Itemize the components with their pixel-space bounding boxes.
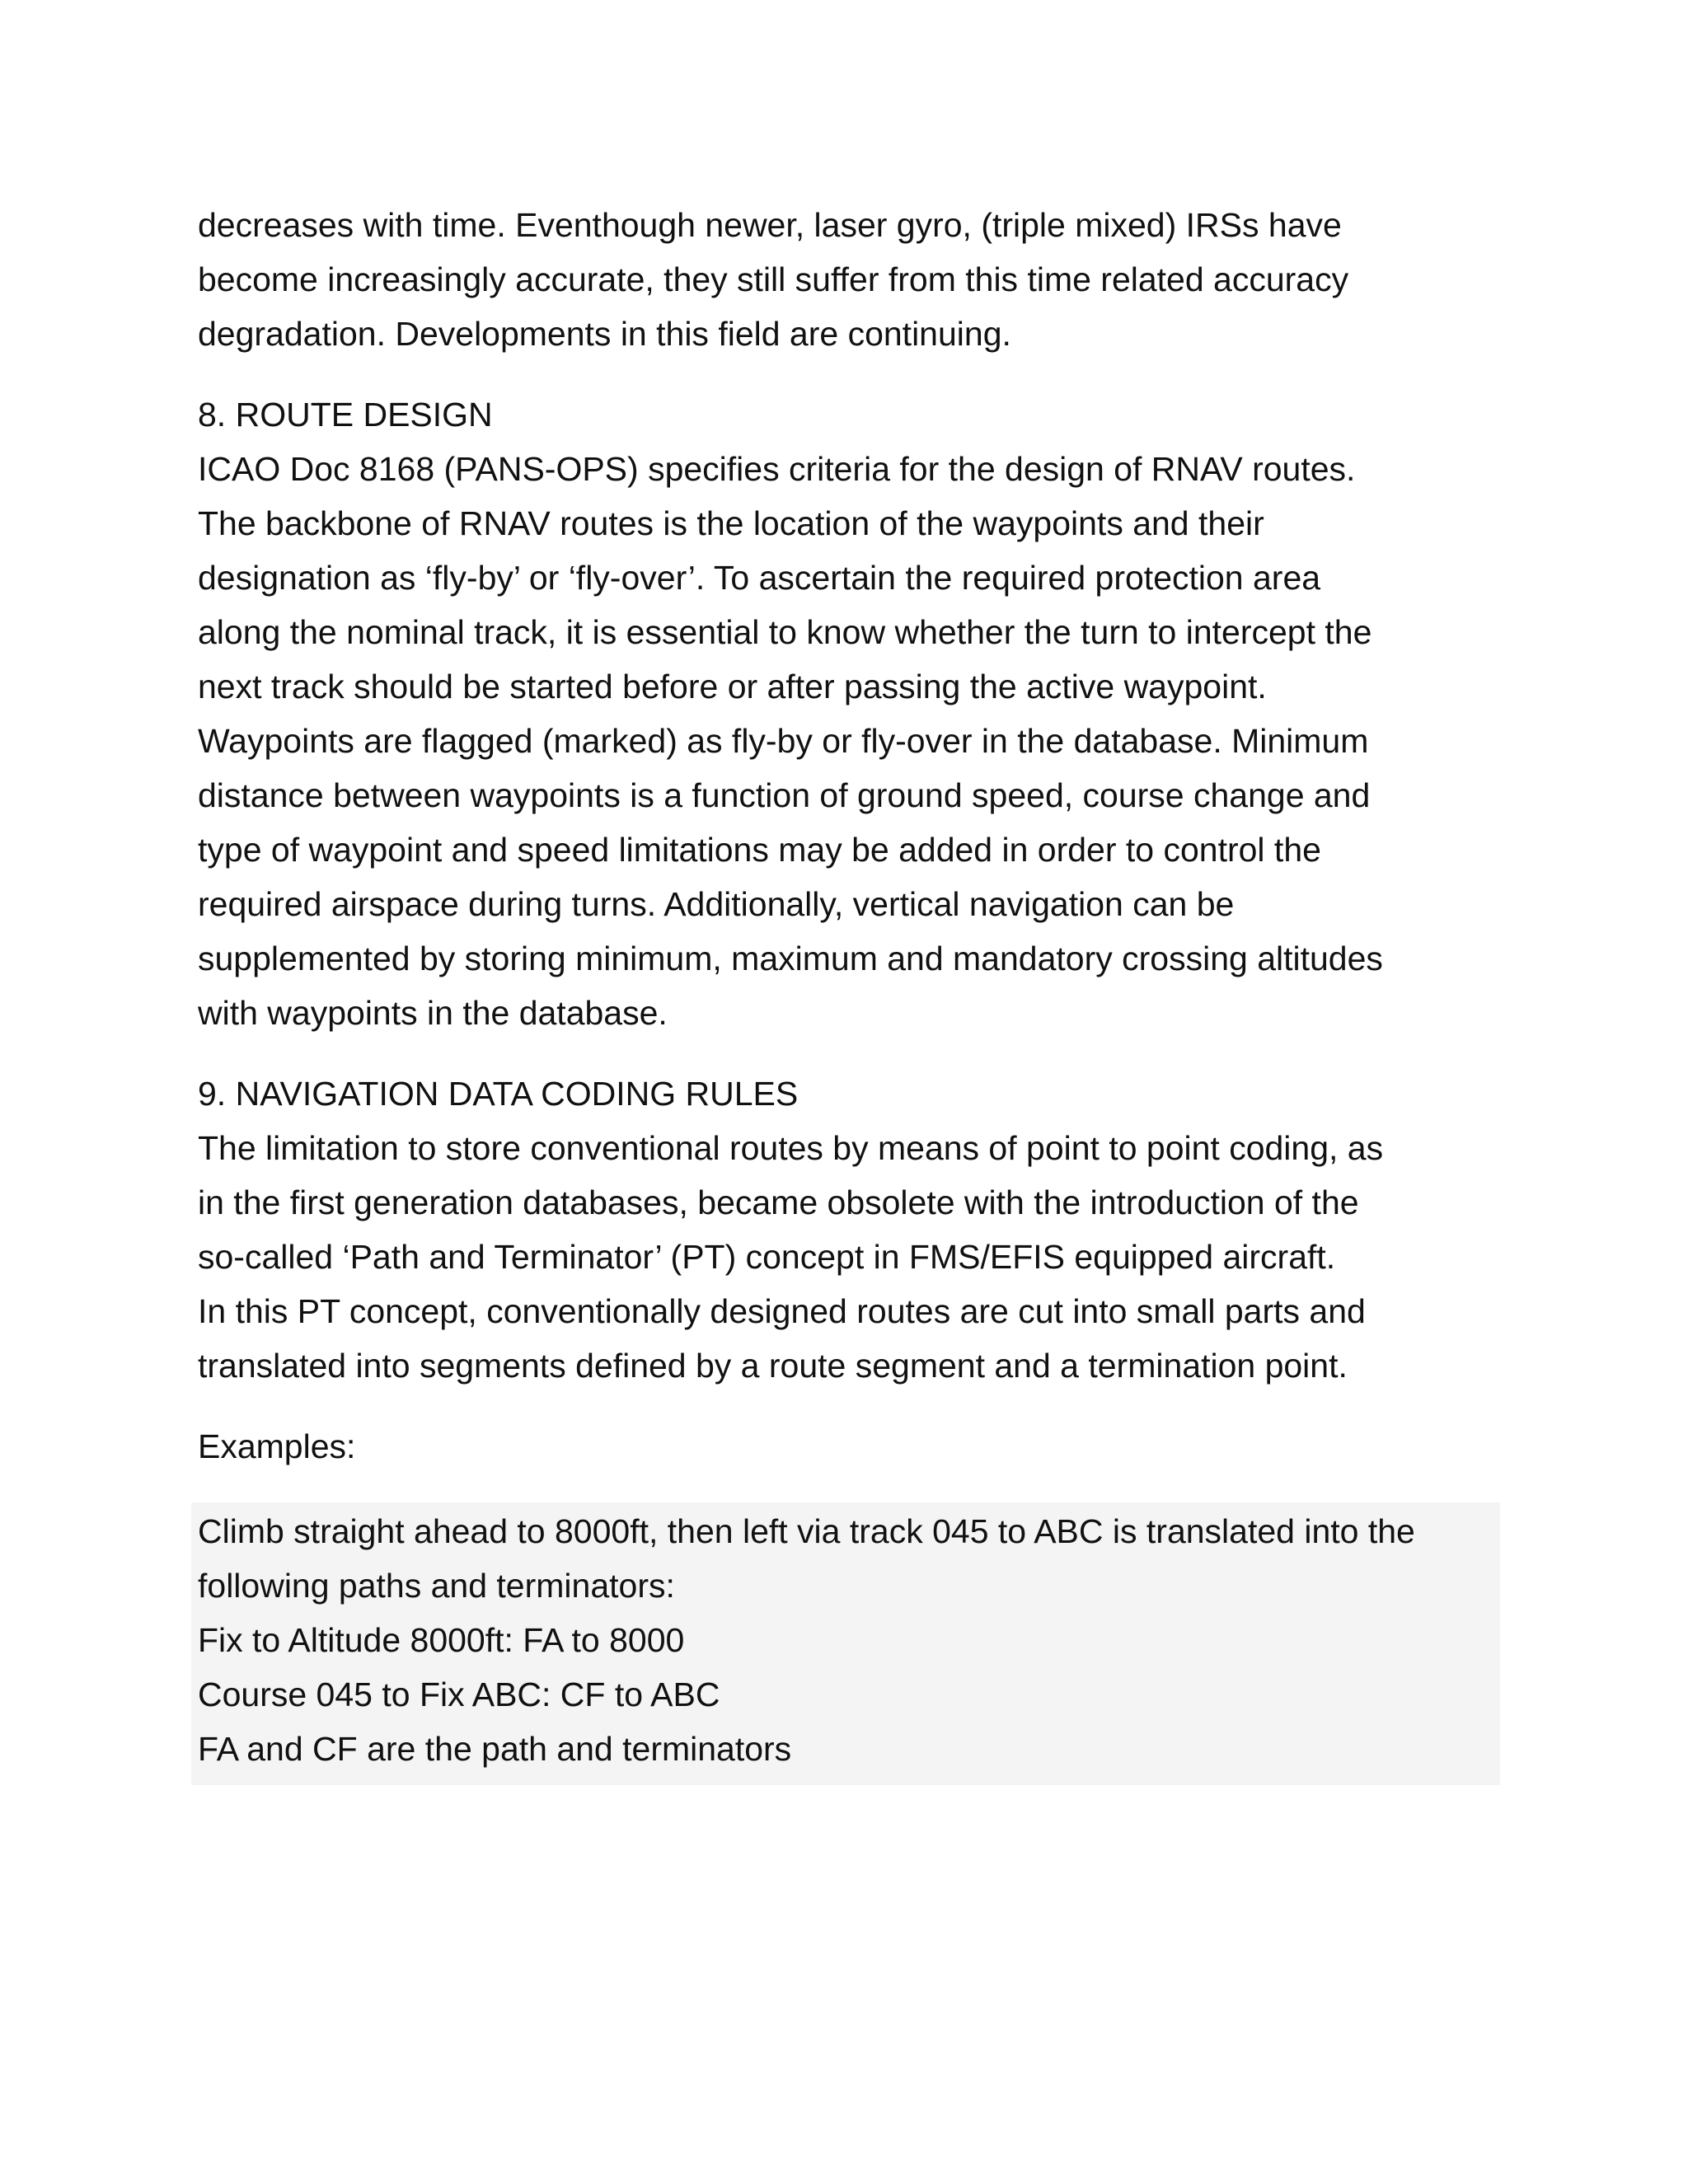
examples-label-text: Examples: xyxy=(198,1427,356,1465)
intro-line: degradation. Developments in this field are continuing. xyxy=(198,315,1011,353)
document-body xyxy=(198,198,1484,1474)
section-8-line: with waypoints in the database. xyxy=(198,994,668,1032)
section-8-paragraph xyxy=(198,387,1484,1040)
section-9-line: The limitation to store conventional routes by means of point to point coding, as xyxy=(198,1129,1384,1167)
section-8-heading: 8. ROUTE DESIGN xyxy=(198,396,493,434)
section-8-line: Waypoints are flagged (marked) as fly-by or fly-over in the database. Minimum xyxy=(198,722,1369,760)
example-line: Course 045 to Fix ABC: CF to ABC xyxy=(198,1675,720,1713)
section-8-line: type of waypoint and speed limitations may be added in order to control the xyxy=(198,831,1321,869)
example-line: Fix to Altitude 8000ft: FA to 8000 xyxy=(198,1621,685,1659)
example-line: following paths and terminators: xyxy=(198,1567,675,1605)
example-paragraph xyxy=(198,1504,1500,1776)
intro-paragraph xyxy=(198,198,1484,361)
section-8-line: designation as ‘fly-by’ or ‘fly-over’. To ascertain the required protection area xyxy=(198,559,1321,597)
section-8-line: required airspace during turns. Additionally, vertical navigation can be xyxy=(198,885,1235,923)
intro-line: become increasingly accurate, they still suffer from this time related accuracy xyxy=(198,260,1349,298)
example-line: Climb straight ahead to 8000ft, then left via track 045 to ABC is translated into the xyxy=(198,1512,1415,1550)
section-9-paragraph xyxy=(198,1066,1484,1393)
section-9-line: in the first generation databases, became obsolete with the introduction of the xyxy=(198,1183,1359,1221)
example-text xyxy=(198,1504,1500,1776)
example-line: FA and CF are the path and terminators xyxy=(198,1730,792,1768)
section-8-line: next track should be started before or after passing the active waypoint. xyxy=(198,668,1267,705)
paragraph-gap xyxy=(198,1393,1484,1419)
section-8-line: supplemented by storing minimum, maximum and mandatory crossing altitudes xyxy=(198,940,1383,977)
section-8-line: The backbone of RNAV routes is the location of the waypoints and their xyxy=(198,504,1264,542)
examples-label xyxy=(198,1419,1484,1474)
section-8-line: ICAO Doc 8168 (PANS-OPS) specifies criteria for the design of RNAV routes. xyxy=(198,450,1356,488)
section-9-line: In this PT concept, conventionally designed routes are cut into small parts and xyxy=(198,1292,1366,1330)
section-9-line: so-called ‘Path and Terminator’ (PT) concept in FMS/EFIS equipped aircraft. xyxy=(198,1238,1336,1276)
section-9-heading: 9. NAVIGATION DATA CODING RULES xyxy=(198,1075,799,1113)
paragraph-gap xyxy=(198,361,1484,387)
section-8-line: along the nominal track, it is essential to know whether the turn to intercept the xyxy=(198,613,1372,651)
paragraph-gap xyxy=(198,1040,1484,1066)
section-8-line: distance between waypoints is a function of ground speed, course change and xyxy=(198,776,1371,814)
section-9-line: translated into segments defined by a route segment and a termination point. xyxy=(198,1347,1348,1385)
intro-line: decreases with time. Eventhough newer, laser gyro, (triple mixed) IRSs have xyxy=(198,206,1342,244)
